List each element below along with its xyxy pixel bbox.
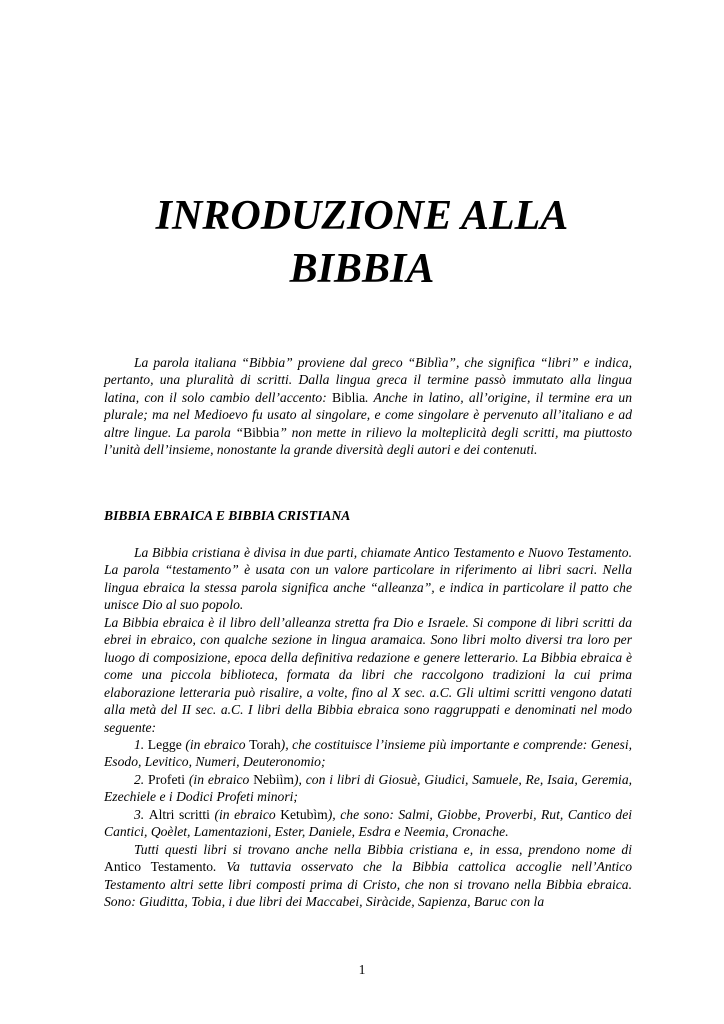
section-heading: BIBBIA EBRAICA E BIBBIA CRISTIANA xyxy=(104,508,351,523)
section-paragraph-3: Tutti questi libri si trovano anche nella Bibbia cristiana e, in essa, prendono nome di Antico Testamento. Va tuttavia osservato che la Bibbia cattolica accoglie nell’Antico Testamento altri sette libri composti prima di Cristo, che non si trovano nella Bibbia ebraica. Sono: Giuditta, Tobia, i due libri dei Maccabei, Siràcide, Sapienza, Baruc con la xyxy=(104,841,633,910)
list-item-legge: 1. Legge (in ebraico Torah), che costituisce l’insieme più importante e comprende: Genesi, Esodo, Levitico, Numeri, Deuteronomio; xyxy=(104,736,632,770)
title-line-1: INRODUZIONE ALLA xyxy=(155,193,569,239)
list-item-altri-scritti: 3. Altri scritti (in ebraico Ketubìm), che sono: Salmi, Giobbe, Proverbi, Rut, Cantico dei Cantici, Qoèlet, Lamentazioni, Ester, Daniele, Esdra e Neemia, Cronache. xyxy=(104,806,633,840)
list-item-profeti: 2. Profeti (in ebraico Nebiìm), con i libri di Giosuè, Giudici, Samuele, Re, Isaia, Geremia, Ezechiele e i Dodici Profeti minori; xyxy=(104,771,633,805)
intro-section xyxy=(104,354,632,459)
page-number: 1 xyxy=(358,962,366,977)
intro-term-biblia: Biblia xyxy=(331,389,366,405)
page-title xyxy=(0,190,724,296)
section-paragraph-2: La Bibbia ebraica è il libro dell’alleanza stretta fra Dio e Israele. Si compone di libri scritti da ebrei in ebraico, con qualche sezione in lingua aramaica. Sono libri molto diversi tra loro per luogo di composizione, epoca della definitiva redazione e genere letterario. La Bibbia ebraica è come una piccola biblioteca, formata da libri che raccolgono tradizioni la cui prima elaborazione letteraria può risalire, a volte, fino al X sec. a.C. Gli ultimi scritti vengono datati alla metà del II sec. a.C. I libri della Bibbia ebraica sono raggruppati e denominati nel modo seguente: xyxy=(104,614,632,735)
intro-paragraph xyxy=(104,354,632,459)
intro-term-bibbia: Bibbia xyxy=(243,424,280,440)
section-paragraph-1: La Bibbia cristiana è divisa in due parti, chiamate Antico Testamento e Nuovo Testamento. La parola “testamento” è usata con un valore particolare in riferimento ai libri sacri. Nella lingua ebraica la stessa parola significa anche “alleanza”, e indica in particolare il patto che unisce Dio al suo popolo. xyxy=(104,545,632,613)
title-line-2: BIBBIA xyxy=(289,246,435,292)
intro-text-3: ” non mette in rilievo la molteplicità degli scritti, ma piuttosto l’unità dell’insieme, nonostante la grande diversità degli autori e dei contenuti. xyxy=(104,424,632,458)
bibbia-section xyxy=(104,544,632,911)
intro-text-1: La parola italiana “Bibbia” proviene dal greco “Biblìa”, che significa “libri” e indica, pertanto, una pluralità di scritti. Dalla lingua greca il termine passò immutato alla lingua latina, con il solo cambio dell’accento: xyxy=(104,355,632,405)
intro-text-2: . Anche in latino, all’origine, il termine era un plurale; ma nel Medioevo fu usato al singolare, e come singolare è pervenuto all’italiano e ad altre lingue. La parola “ xyxy=(104,389,632,440)
